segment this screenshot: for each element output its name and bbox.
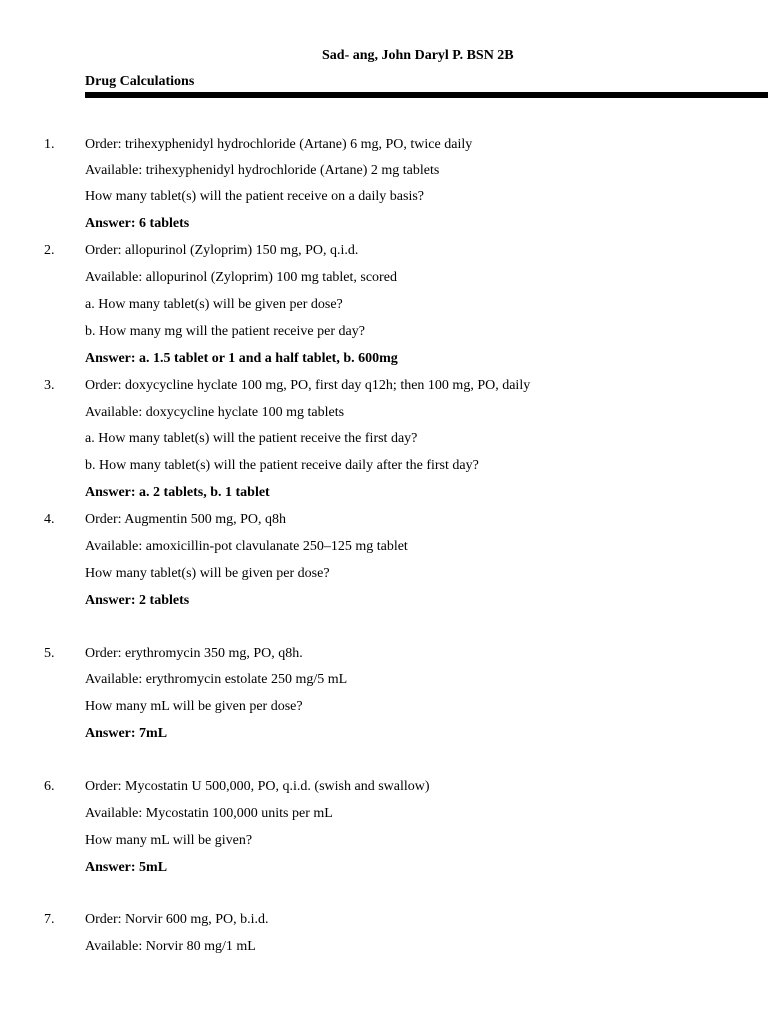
order-line: Order: Augmentin 500 mg, PO, q8h <box>85 512 287 527</box>
question-number: 5. <box>44 646 55 661</box>
question-line: How many tablet(s) will the patient receive on a daily basis? <box>85 189 425 204</box>
available-line: Available: erythromycin estolate 250 mg/5 mL <box>85 672 348 687</box>
available-line: Available: amoxicillin-pot clavulanate 250–125 mg tablet <box>85 539 408 554</box>
question-line: How many mL will be given? <box>85 833 253 848</box>
question-number: 1. <box>44 137 55 152</box>
question-line-b: b. How many tablet(s) will the patient receive daily after the first day? <box>85 458 479 473</box>
answer-line: Answer: a. 2 tablets, b. 1 tablet <box>85 485 270 500</box>
available-line: Available: Norvir 80 mg/1 mL <box>85 939 256 954</box>
question-line: How many tablet(s) will be given per dose? <box>85 566 330 581</box>
order-line: Order: erythromycin 350 mg, PO, q8h. <box>85 646 303 661</box>
answer-line: Answer: a. 1.5 tablet or 1 and a half tablet, b. 600mg <box>85 351 398 366</box>
order-line: Order: trihexyphenidyl hydrochloride (Artane) 6 mg, PO, twice daily <box>85 137 473 152</box>
question-line-a: a. How many tablet(s) will the patient receive the first day? <box>85 431 418 446</box>
question-line-a: a. How many tablet(s) will be given per dose? <box>85 297 343 312</box>
document-title: Drug Calculations <box>85 74 195 89</box>
question-number: 7. <box>44 912 55 927</box>
order-line: Order: allopurinol (Zyloprim) 150 mg, PO, q.i.d. <box>85 243 359 258</box>
available-line: Available: doxycycline hyclate 100 mg tablets <box>85 405 345 420</box>
order-line: Order: doxycycline hyclate 100 mg, PO, first day q12h; then 100 mg, PO, daily <box>85 378 531 393</box>
available-line: Available: trihexyphenidyl hydrochloride (Artane) 2 mg tablets <box>85 163 440 178</box>
question-number: 6. <box>44 779 55 794</box>
order-line: Order: Mycostatin U 500,000, PO, q.i.d. (swish and swallow) <box>85 779 430 794</box>
available-line: Available: Mycostatin 100,000 units per mL <box>85 806 333 821</box>
answer-line: Answer: 7mL <box>85 726 168 741</box>
title-rule <box>85 92 768 98</box>
answer-line: Answer: 6 tablets <box>85 216 190 231</box>
question-number: 4. <box>44 512 55 527</box>
question-line-b: b. How many mg will the patient receive per day? <box>85 324 365 339</box>
answer-line: Answer: 2 tablets <box>85 593 190 608</box>
order-line: Order: Norvir 600 mg, PO, b.i.d. <box>85 912 269 927</box>
author-header: Sad- ang, John Daryl P. BSN 2B <box>322 48 514 63</box>
question-number: 3. <box>44 378 55 393</box>
available-line: Available: allopurinol (Zyloprim) 100 mg tablet, scored <box>85 270 397 285</box>
question-line: How many mL will be given per dose? <box>85 699 303 714</box>
question-number: 2. <box>44 243 55 258</box>
answer-line: Answer: 5mL <box>85 860 168 875</box>
